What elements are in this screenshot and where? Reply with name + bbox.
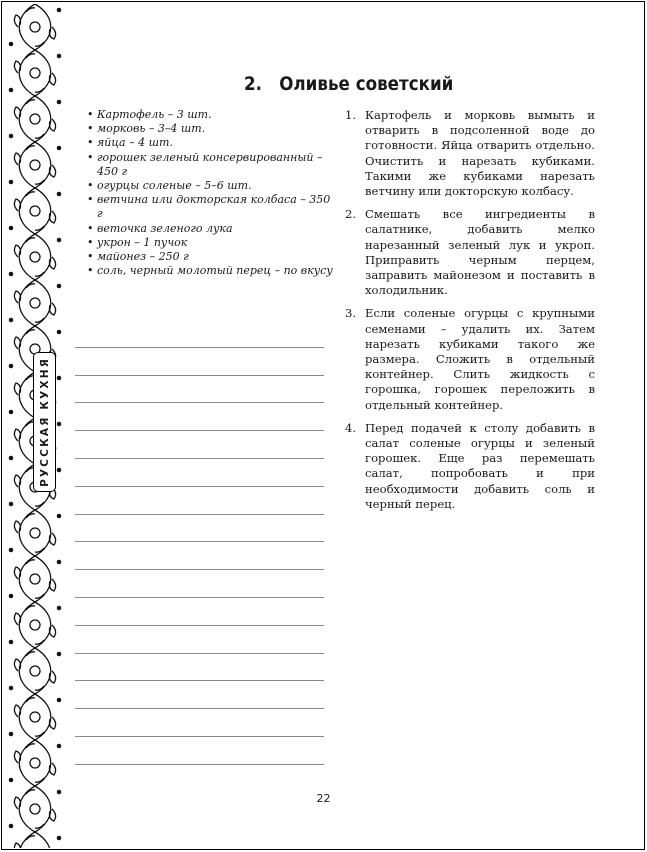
section-tab — [33, 352, 56, 492]
step-text: Картофель и морковь вымыть и отварить в подсоленной воде до готовности. Яйца отварить отдельно. Очистить и нарезать кубиками. Такими же кубиками нарезать ветчину или докторскую колбасу. — [365, 108, 595, 199]
step-number: 3. — [345, 306, 357, 321]
note-line — [75, 709, 324, 737]
step-number: 2. — [345, 207, 357, 222]
note-line — [75, 431, 324, 459]
note-line — [75, 654, 324, 682]
ingredient-item: • майонез – 250 г — [87, 250, 335, 264]
note-line — [75, 487, 324, 515]
note-line — [75, 348, 324, 376]
note-line — [75, 376, 324, 404]
ingredient-item: • яйца – 4 шт. — [87, 136, 335, 150]
note-line — [75, 320, 324, 348]
ingredient-item: • укрон – 1 пучок — [87, 236, 335, 250]
note-line — [75, 681, 324, 709]
note-line — [75, 737, 324, 765]
note-line — [75, 542, 324, 570]
ingredient-item: • веточка зеленого лука — [87, 222, 335, 236]
note-line — [75, 626, 324, 654]
step-item — [345, 421, 595, 512]
ingredient-item: • Картофель – 3 шт. — [87, 108, 335, 122]
recipe-number: 2. — [244, 73, 262, 95]
note-line — [75, 570, 324, 598]
step-number: 4. — [345, 420, 357, 435]
note-line — [75, 459, 324, 487]
section-tab-label: РУССКАЯ КУХНЯ — [38, 357, 51, 487]
step-item — [345, 108, 595, 199]
step-text: Если соленые огурцы с крупными семенами – удалить их. Затем нарезать кубиками такого же размера. Сложить в отдельный контейнер. Слить жидкость с горошка, горошек переложить в отдельный контейнер. — [365, 306, 595, 412]
steps-list — [345, 108, 595, 520]
ingredient-item: • горошек зеленый консервированный – 450 г — [87, 151, 335, 179]
step-item — [345, 207, 595, 298]
ingredient-item: • морковь – 3–4 шт. — [87, 122, 335, 136]
step-text: Перед подачей к столу добавить в салат соленые огурцы и зеленый горошек. Еще раз перемешать салат, попробовать и при необходимости добавить соль и черный перец. — [365, 420, 595, 511]
note-line — [75, 403, 324, 431]
note-line — [75, 515, 324, 543]
ingredient-item: • огурцы соленые – 5–6 шт. — [87, 179, 335, 193]
ingredient-item: • ветчина или докторская колбаса – 350 г — [87, 193, 335, 221]
note-line — [75, 598, 324, 626]
step-number: 1. — [345, 108, 357, 122]
step-text: Смешать все ингредиенты в салатнике, добавить мелко нарезанный зеленый лук и укроп. Приправить черным перцем, заправить майонезом и поставить в холодильник. — [365, 207, 595, 298]
page-number: 22 — [316, 792, 331, 805]
ingredients-list — [87, 108, 335, 278]
step-item — [345, 306, 595, 412]
recipe-title — [244, 73, 453, 95]
ingredient-item: • соль, черный молотый перец – по вкусу — [87, 264, 335, 278]
recipe-name: Оливье советский — [279, 73, 454, 95]
notes-lines — [75, 320, 324, 765]
